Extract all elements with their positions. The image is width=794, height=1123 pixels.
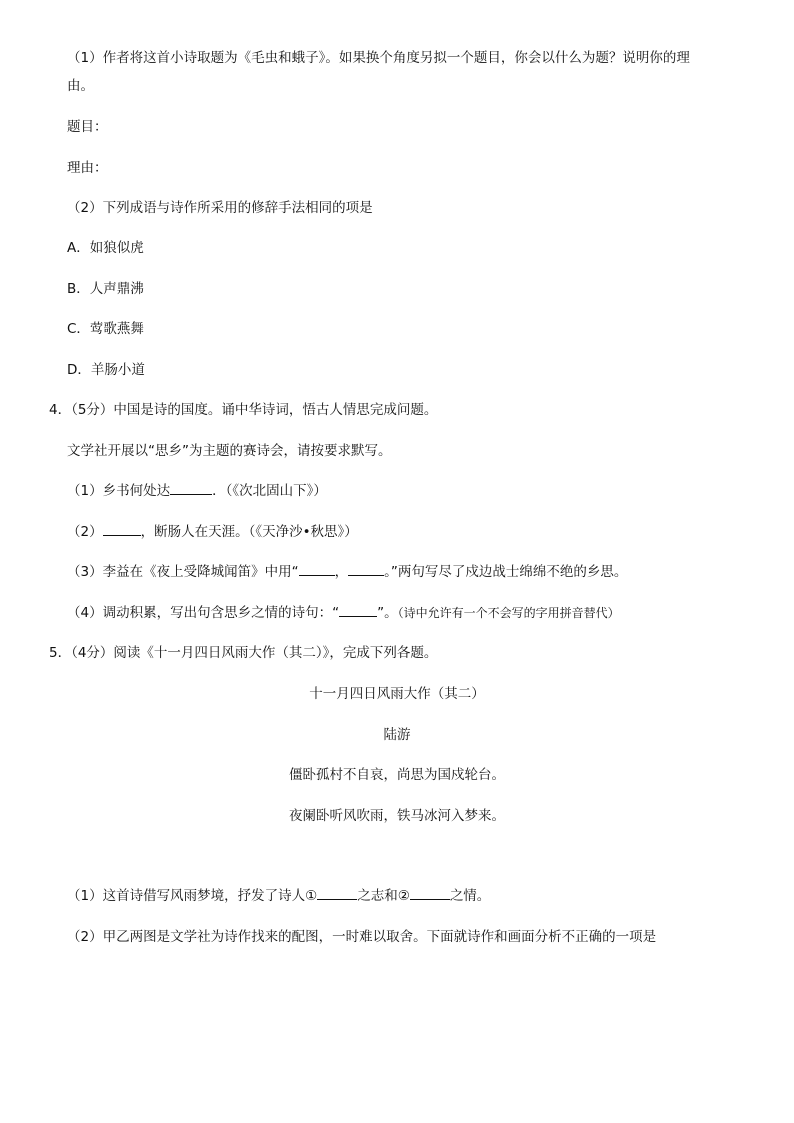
option-a: A．如狼似虎	[67, 240, 144, 256]
q4-item-4	[67, 603, 620, 623]
q4-item-1-text-b: ．（《次北固山下》）	[212, 483, 327, 499]
answer-blank[interactable]	[299, 562, 335, 576]
answer-blank[interactable]	[103, 522, 141, 536]
q4-item-2-text-a: （2）	[67, 524, 103, 540]
q5-sub-2: （2）甲乙两图是文学社为诗作找来的配图，一时难以取舍。下面就诗作和画面分析不正确的一项是	[67, 929, 657, 945]
poem-author: 陆游	[383, 727, 411, 743]
q4-item-2	[67, 522, 358, 542]
option-b: B．人声鼎沸	[67, 281, 144, 297]
poem-line-1: 僵卧孤村不自哀，尚思为国戍轮台。	[289, 767, 505, 783]
answer-blank[interactable]	[410, 886, 450, 900]
answer-blank[interactable]	[348, 562, 384, 576]
q5-sub-1	[67, 886, 490, 906]
q4-item-1	[67, 481, 327, 501]
marker-2: ②	[397, 888, 410, 904]
q4-header: 4．（5分）中国是诗的国度。诵中华诗词，悟古人情思完成问题。	[49, 402, 438, 418]
q4-item-3-text-a: （3）李益在《夜上受降城闻笛》中用“	[67, 564, 299, 580]
option-c: C．莺歌燕舞	[67, 321, 144, 337]
q4-item-2-text-b: ，断肠人在天涯。（《天净沙•秋思》）	[140, 524, 358, 540]
q4-item-4-note: （诗中允许有一个不会写的字用拼音替代）	[397, 606, 620, 620]
q4-item-1-text-a: （1）乡书何处达	[67, 483, 171, 499]
answer-blank[interactable]	[317, 886, 357, 900]
answer-blank[interactable]	[170, 481, 212, 495]
reason-label: 理由：	[67, 160, 108, 176]
title-label: 题目：	[67, 119, 108, 135]
q-prev-sub2: （2）下列成语与诗作所采用的修辞手法相同的项是	[67, 200, 373, 216]
option-d: D．羊肠小道	[67, 362, 145, 378]
q4-item-3-text-c: 。”两句写尽了戍边战士绵绵不绝的乡思。	[384, 564, 628, 580]
q4-item-4-text-a: （4）调动积累，写出句含思乡之情的诗句：“	[67, 605, 340, 621]
poem-title: 十一月四日风雨大作（其二）	[309, 686, 485, 702]
marker-1: ①	[305, 888, 318, 904]
poem-line-2: 夜阑卧听风吹雨，铁马冰河入梦来。	[289, 808, 505, 824]
q4-item-3-text-b: ，	[334, 564, 349, 580]
q5-sub-1-text-c: 之情。	[449, 888, 491, 904]
q4-intro: 文学社开展以“思乡”为主题的赛诗会，请按要求默写。	[67, 443, 392, 459]
q5-sub-1-text-a: （1）这首诗借写风雨梦境，抒发了诗人	[67, 888, 306, 904]
q4-item-4-text-b: ”。	[377, 605, 398, 621]
q5-sub-1-text-b: 之志和	[357, 888, 398, 904]
answer-blank[interactable]	[339, 603, 377, 617]
q4-item-3	[67, 562, 627, 582]
q-prev-sub1-line1: （1）作者将这首小诗取题为《毛虫和蛾子》。如果换个角度另拟一个题目，你会以什么为题？说明你的理	[67, 50, 690, 66]
q5-header: 5．（4分）阅读《十一月四日风雨大作（其二）》，完成下列各题。	[49, 645, 438, 661]
q-prev-sub1-line2: 由。	[67, 78, 94, 94]
